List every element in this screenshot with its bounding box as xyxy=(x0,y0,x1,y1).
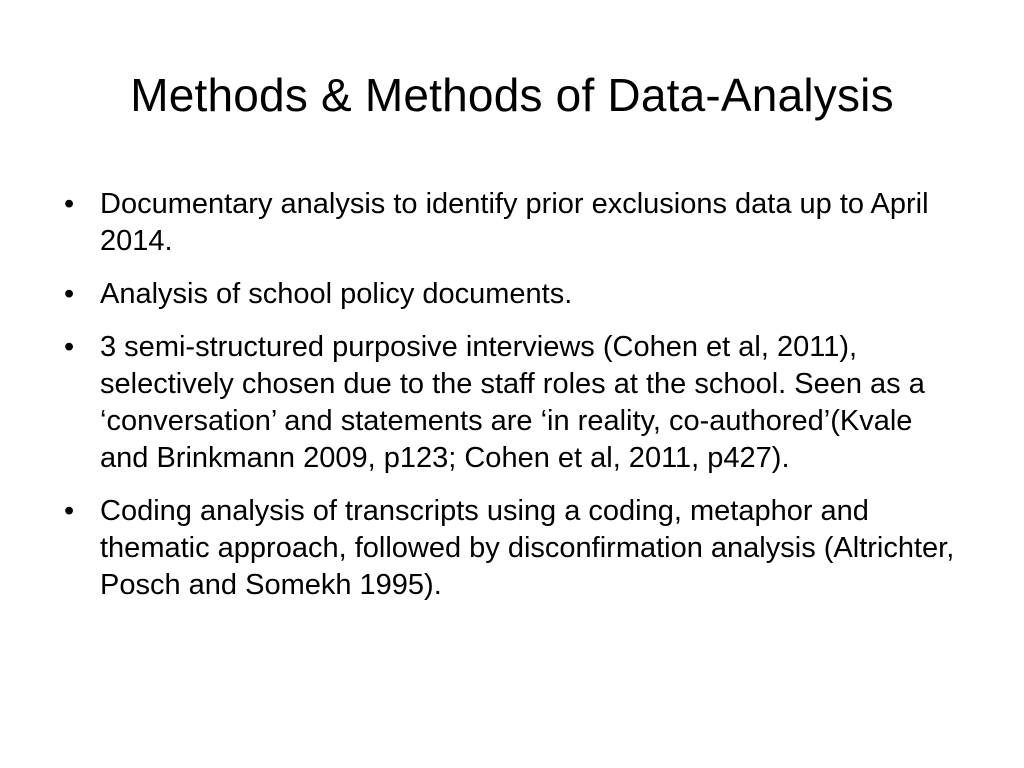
bullet-text: Documentary analysis to identify prior exclusions data up to April 2014. xyxy=(100,188,929,257)
bullet-item-coding-analysis xyxy=(62,493,962,604)
bullet-point-icon: • xyxy=(64,331,75,363)
bullet-point-icon: • xyxy=(64,495,75,527)
bullet-text: 3 semi-structured purposive interviews (Cohen et al, 2011), selectively chosen due to the staff roles at the school. Seen as a ‘conversation’ and statements are ‘in reality, co-authored’(Kvale and Brinkmann 2009, p123; Cohen et al, 2011, p427). xyxy=(100,331,925,474)
bullet-text: Coding analysis of transcripts using a coding, metaphor and thematic approach, followed by disconfirmation analysis (Altrichter, Posch and Somekh 1995). xyxy=(100,495,955,601)
bullet-item-policy-documents xyxy=(62,276,962,313)
bullet-item-interviews xyxy=(62,329,962,477)
bullet-point-icon: • xyxy=(64,188,75,220)
bullet-list xyxy=(62,186,962,620)
bullet-item-documentary-analysis xyxy=(62,186,962,260)
bullet-point-icon: • xyxy=(64,278,75,310)
slide-title: Methods & Methods of Data-Analysis xyxy=(130,69,894,121)
bullet-text: Analysis of school policy documents. xyxy=(100,278,573,310)
